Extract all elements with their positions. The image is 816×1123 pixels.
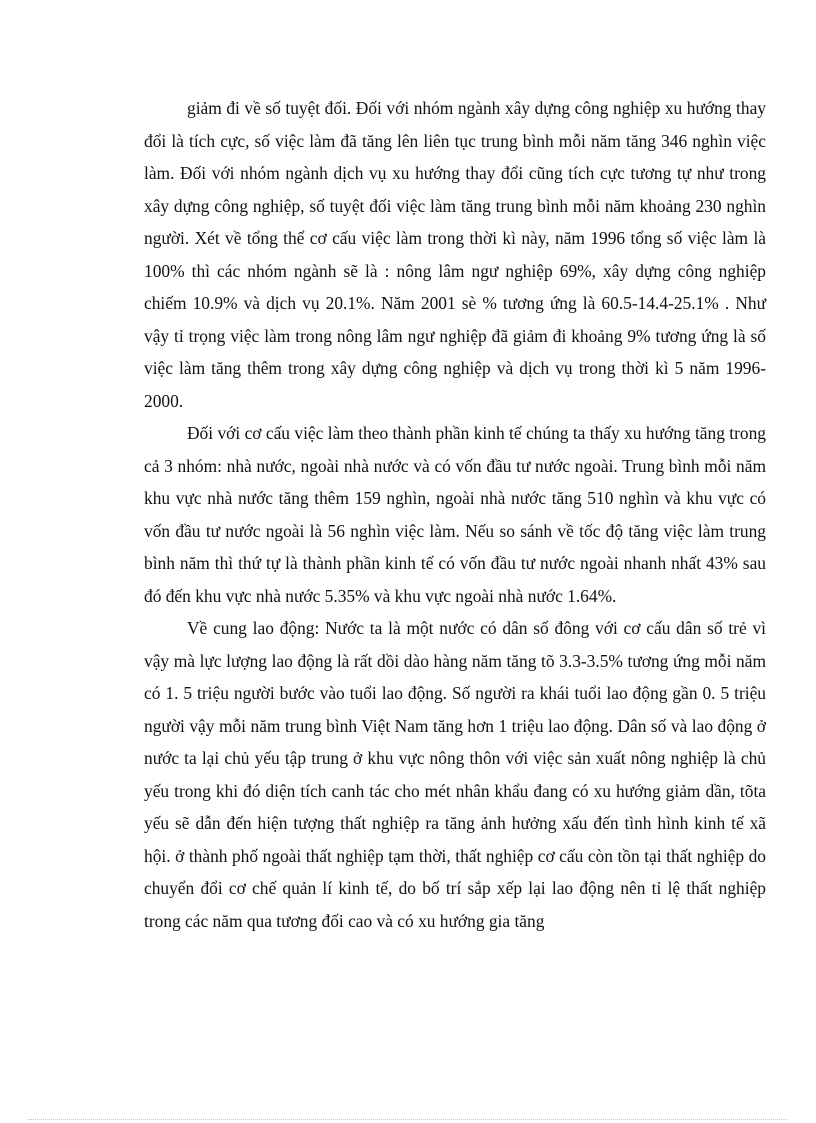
paragraph-employment-by-sector: giảm đi về số tuyệt đối. Đối với nhóm ngành xây dựng công nghiệp xu hướng thay đổi là tích cực, số việc làm đã tăng lên liên tục trung bình mỗi năm tăng 346 nghìn việc làm. Đối với nhóm ngành dịch vụ xu hướng thay đổi cũng tích cực tương tự như trong xây dựng công nghiệp, số tuyệt đối việc làm tăng trung bình mỗi năm khoảng 230 nghìn người. Xét về tổng thể cơ cấu việc làm trong thời kì này, năm 1996 tổng số việc làm là 100% thì các nhóm ngành sẽ là : nông lâm ngư nghiệp 69%, xây dựng công nghiệp chiếm 10.9% và dịch vụ 20.1%. Năm 2001 sè % tương ứng là 60.5-14.4-25.1% . Như vậy tỉ trọng việc làm trong nông lâm ngư nghiệp đã giảm đi khoảng 9% tương ứng là số việc làm tăng thêm trong xây dựng công nghiệp và dịch vụ trong thời kì 5 năm 1996-2000. xyxy=(144,98,766,411)
body-text xyxy=(144,92,766,937)
paragraph-employment-by-ownership: Đối với cơ cấu việc làm theo thành phần kinh tế chúng ta thấy xu hướng tăng trong cả 3 nhóm: nhà nước, ngoài nhà nước và có vốn đầu tư nước ngoài. Trung bình mỗi năm khu vực nhà nước tăng thêm 159 nghìn, ngoài nhà nước tăng 510 nghìn và khu vực có vốn đầu tư nước ngoài là 56 nghìn việc làm. Nếu so sánh về tốc độ tăng việc làm trung bình năm thì thứ tự là thành phần kinh tế có vốn đầu tư nước ngoài nhanh nhất 43% sau đó đến khu vực nhà nước 5.35% và khu vực ngoài nhà nước 1.64%. xyxy=(144,423,766,606)
paragraph-labor-supply: Về cung lao động: Nước ta là một nước có dân số đông với cơ cấu dân số trẻ vì vậy mà lực lượng lao động là rất dồi dào hàng năm tăng tõ 3.3-3.5% tương ứng mỗi năm có 1. 5 triệu người bước vào tuổi lao động. Số người ra khái tuổi lao động gần 0. 5 triệu người vậy mỗi năm trung bình Việt Nam tăng hơn 1 triệu lao động. Dân số và lao động ở nước ta lại chủ yếu tập trung ở khu vực nông thôn với việc sản xuất nông nghiệp là chủ yếu trong khi đó diện tích canh tác cho mét nhân khẩu đang có xu hướng giảm dần, tõta yếu sẽ dẫn đến hiện tượng thất nghiệp ra tăng ảnh hưởng xấu đến tình hình kinh tế xã hội. ở thành phố ngoài thất nghiệp tạm thời, thất nghiệp cơ cấu còn tồn tại thất nghiệp do chuyển đổi cơ chế quản lí kinh tế, do bố trí sắp xếp lại lao động nên tỉ lệ thất nghiệp trong các năm qua tương đối cao và có xu hướng gia tăng xyxy=(144,618,766,931)
page-bottom-divider xyxy=(28,1119,788,1120)
